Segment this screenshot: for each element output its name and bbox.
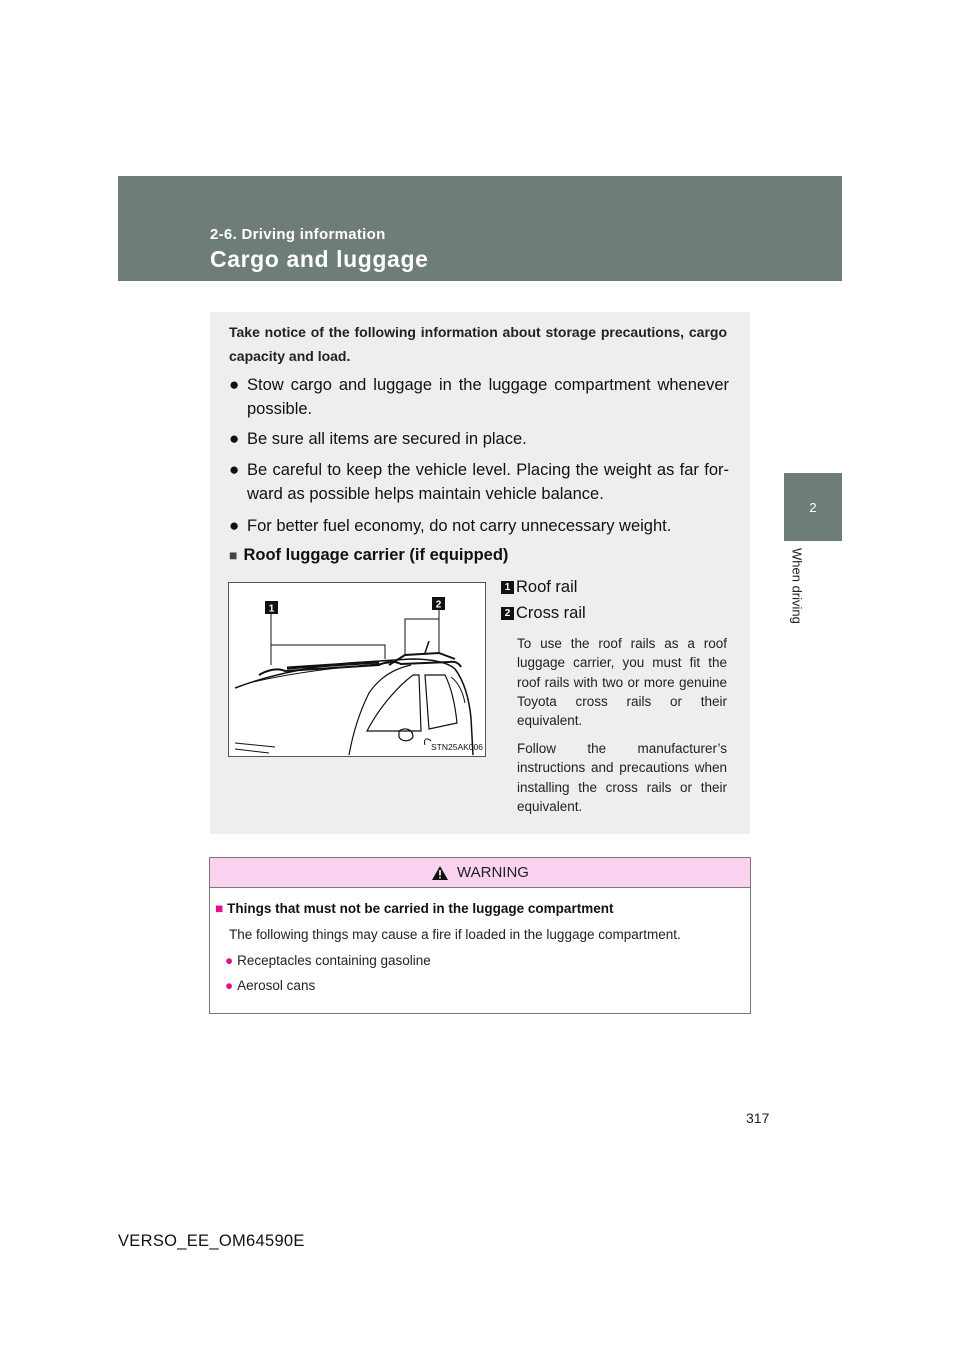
bullet-icon: ● <box>225 978 234 993</box>
bullet-icon: ● <box>229 429 240 448</box>
note-cross-rails: To use the roof rails as a roof luggage carrier, you must fit the roof rails with two or more genuine Toyota cross rails or their equivalent. <box>517 636 727 729</box>
legend-number-1: 1 <box>501 581 514 594</box>
warning-title: WARNING <box>457 864 529 881</box>
warning-box <box>209 857 751 1014</box>
bullet-icon: ● <box>229 375 240 394</box>
legend-label-cross-rail: Cross rail <box>516 604 586 622</box>
roof-carrier-heading <box>229 546 508 565</box>
bullet-text: Stow cargo and luggage in the luggage compartment whenever possible. <box>247 376 729 418</box>
chapter-label: When driving <box>789 548 805 624</box>
bullet-text: Be careful to keep the vehicle level. Placing the weight as far for-ward as possible helps maintain vehicle balance. <box>247 461 729 503</box>
bullet-icon: ● <box>229 460 240 479</box>
legend-label-roof-rail: Roof rail <box>516 578 578 596</box>
section-label: 2-6. Driving information <box>210 226 386 243</box>
legend-item-cross-rail <box>501 604 586 623</box>
chapter-tab <box>784 473 842 541</box>
page-number: 317 <box>746 1110 770 1126</box>
document-code: VERSO_EE_OM64590E <box>118 1232 305 1250</box>
warning-triangle-icon <box>431 865 449 881</box>
legend-number-2: 2 <box>501 607 514 620</box>
warning-text: The following things may cause a fire if loaded in the luggage compartment. <box>229 927 681 942</box>
intro-text: Take notice of the following information about storage precautions, cargo capacity and load. <box>229 324 727 364</box>
roof-rail-illustration <box>228 582 486 757</box>
warning-item-text: Aerosol cans <box>237 978 316 993</box>
square-icon: ■ <box>215 901 224 916</box>
roof-carrier-heading-text: Roof luggage carrier (if equipped) <box>243 546 509 564</box>
page-title: Cargo and luggage <box>210 246 429 272</box>
warning-subheading-text: Things that must not be carried in the luggage compartment <box>227 901 614 916</box>
page-header <box>118 176 842 281</box>
car-roof-illustration <box>229 583 485 756</box>
chapter-number: 2 <box>809 499 817 515</box>
legend-item-roof-rail <box>501 578 577 597</box>
warning-header <box>210 858 750 888</box>
figure-code: STN25AK006 <box>431 742 483 752</box>
bullet-item <box>229 514 729 538</box>
callout-1-label: 1 <box>268 603 275 615</box>
warning-item <box>225 953 431 968</box>
bullet-icon: ● <box>225 953 234 968</box>
bullet-item <box>229 373 729 421</box>
bullet-item <box>229 427 729 451</box>
warning-item-text: Receptacles containing gasoline <box>237 953 431 968</box>
bullet-item <box>229 458 729 506</box>
warning-item <box>225 978 315 993</box>
bullet-text: For better fuel economy, do not carry unnecessary weight. <box>247 517 672 535</box>
square-icon: ■ <box>229 547 238 563</box>
bullet-icon: ● <box>229 516 240 535</box>
info-box <box>210 312 750 834</box>
warning-subheading <box>215 901 613 916</box>
bullet-text: Be sure all items are secured in place. <box>247 430 527 448</box>
callout-2-label: 2 <box>435 599 442 611</box>
note-manufacturer: Follow the manufacturer’s instructions and precautions when installing the cross rails or their equivalent. <box>517 741 727 814</box>
